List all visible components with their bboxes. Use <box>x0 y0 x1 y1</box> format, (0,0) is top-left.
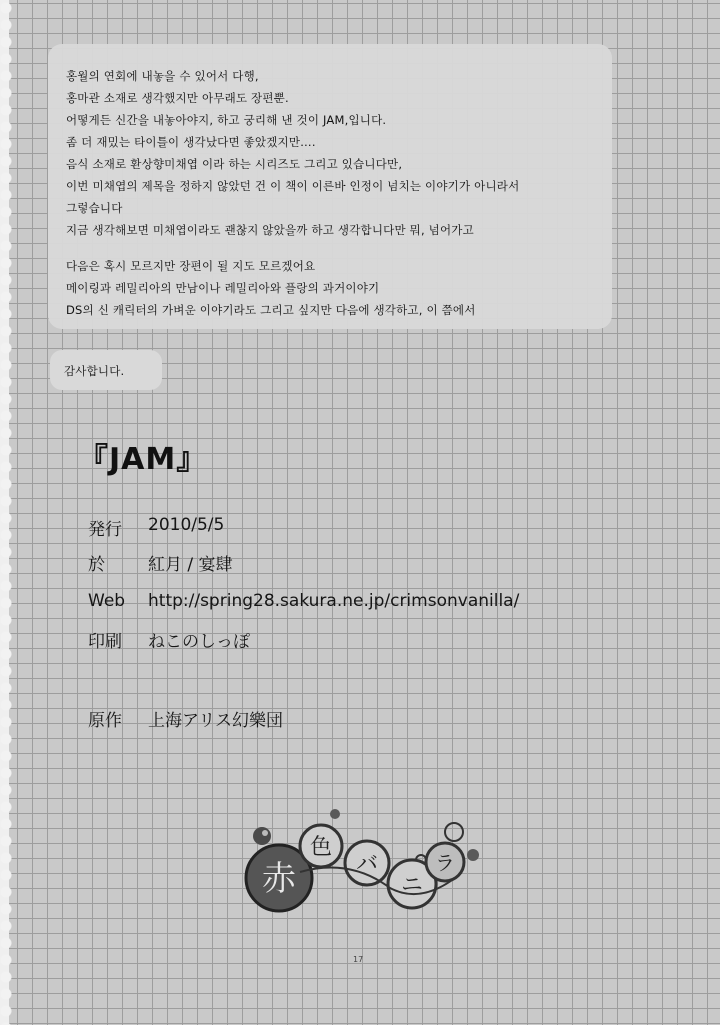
book-title: 『JAM』 <box>78 442 208 477</box>
afterword-line: 좀 더 재밌는 타이틀이 생각났다면 좋았겠지만…. <box>66 135 316 149</box>
colophon-value: 紅月 / 宴肆 <box>148 555 233 575</box>
logo-char: ニ <box>400 873 424 898</box>
logo-char: ラ <box>435 851 455 875</box>
logo-char: バ <box>355 852 379 877</box>
logo-bubble <box>467 849 479 861</box>
afterword-line: DS의 신 캐릭터의 가벼운 이야기라도 그리고 싶지만 다음에 생각하고, 이 쯤에서 <box>66 303 476 317</box>
colophon-value: 2010/5/5 <box>148 515 225 535</box>
colophon-value: http://spring28.sakura.ne.jp/crimsonvanilla/ <box>148 591 520 611</box>
colophon-value: 上海アリス幻樂団 <box>148 711 283 731</box>
colophon-label: 発行 <box>88 520 122 540</box>
circle-logo <box>240 808 480 918</box>
afterword-line: 지금 생각해보면 미채엽이라도 괜찮지 않았을까 하고 생각합니다만 뭐, 넘어가고 <box>66 223 474 237</box>
colophon-label: 於 <box>88 555 105 575</box>
colophon-label: Web <box>88 591 126 611</box>
afterword-line: 음식 소재로 환상향미채엽 이라 하는 시리즈도 그리고 있습니다만, <box>66 157 403 171</box>
colophon-value: ねこのしっぽ <box>148 632 250 652</box>
afterword-line: 어떻게든 신간을 내놓아야지, 하고 궁리해 낸 것이 JAM,입니다. <box>66 113 387 127</box>
afterword-line: 메이링과 레밀리아의 만남이나 레밀리아와 플랑의 과거이야기 <box>66 281 380 295</box>
logo-char: 赤 <box>262 859 296 899</box>
binding-holes <box>0 0 18 1025</box>
colophon-label: 印刷 <box>88 632 122 652</box>
thanks-text: 감사합니다. <box>64 364 125 378</box>
afterword-line: 홍월의 연회에 내놓을 수 있어서 다행, <box>66 69 259 83</box>
afterword-line: 그렇습니다 <box>66 201 123 215</box>
page-number: 17 <box>353 955 364 964</box>
afterword-line: 다음은 혹시 모르지만 장편이 될 지도 모르겠어요 <box>66 259 316 273</box>
afterword-line: 이번 미채엽의 제목을 정하지 않았던 건 이 책이 이른바 인정이 넘치는 이야기가 아니라서 <box>66 179 520 193</box>
logo-bubble <box>253 827 271 845</box>
logo-bubble <box>445 823 463 841</box>
colophon-label: 原作 <box>88 711 122 731</box>
logo-char: 色 <box>309 835 333 860</box>
afterword-line: 홍마관 소재로 생각했지만 아무래도 장편뿐. <box>66 91 289 105</box>
logo-bubble <box>330 809 340 819</box>
